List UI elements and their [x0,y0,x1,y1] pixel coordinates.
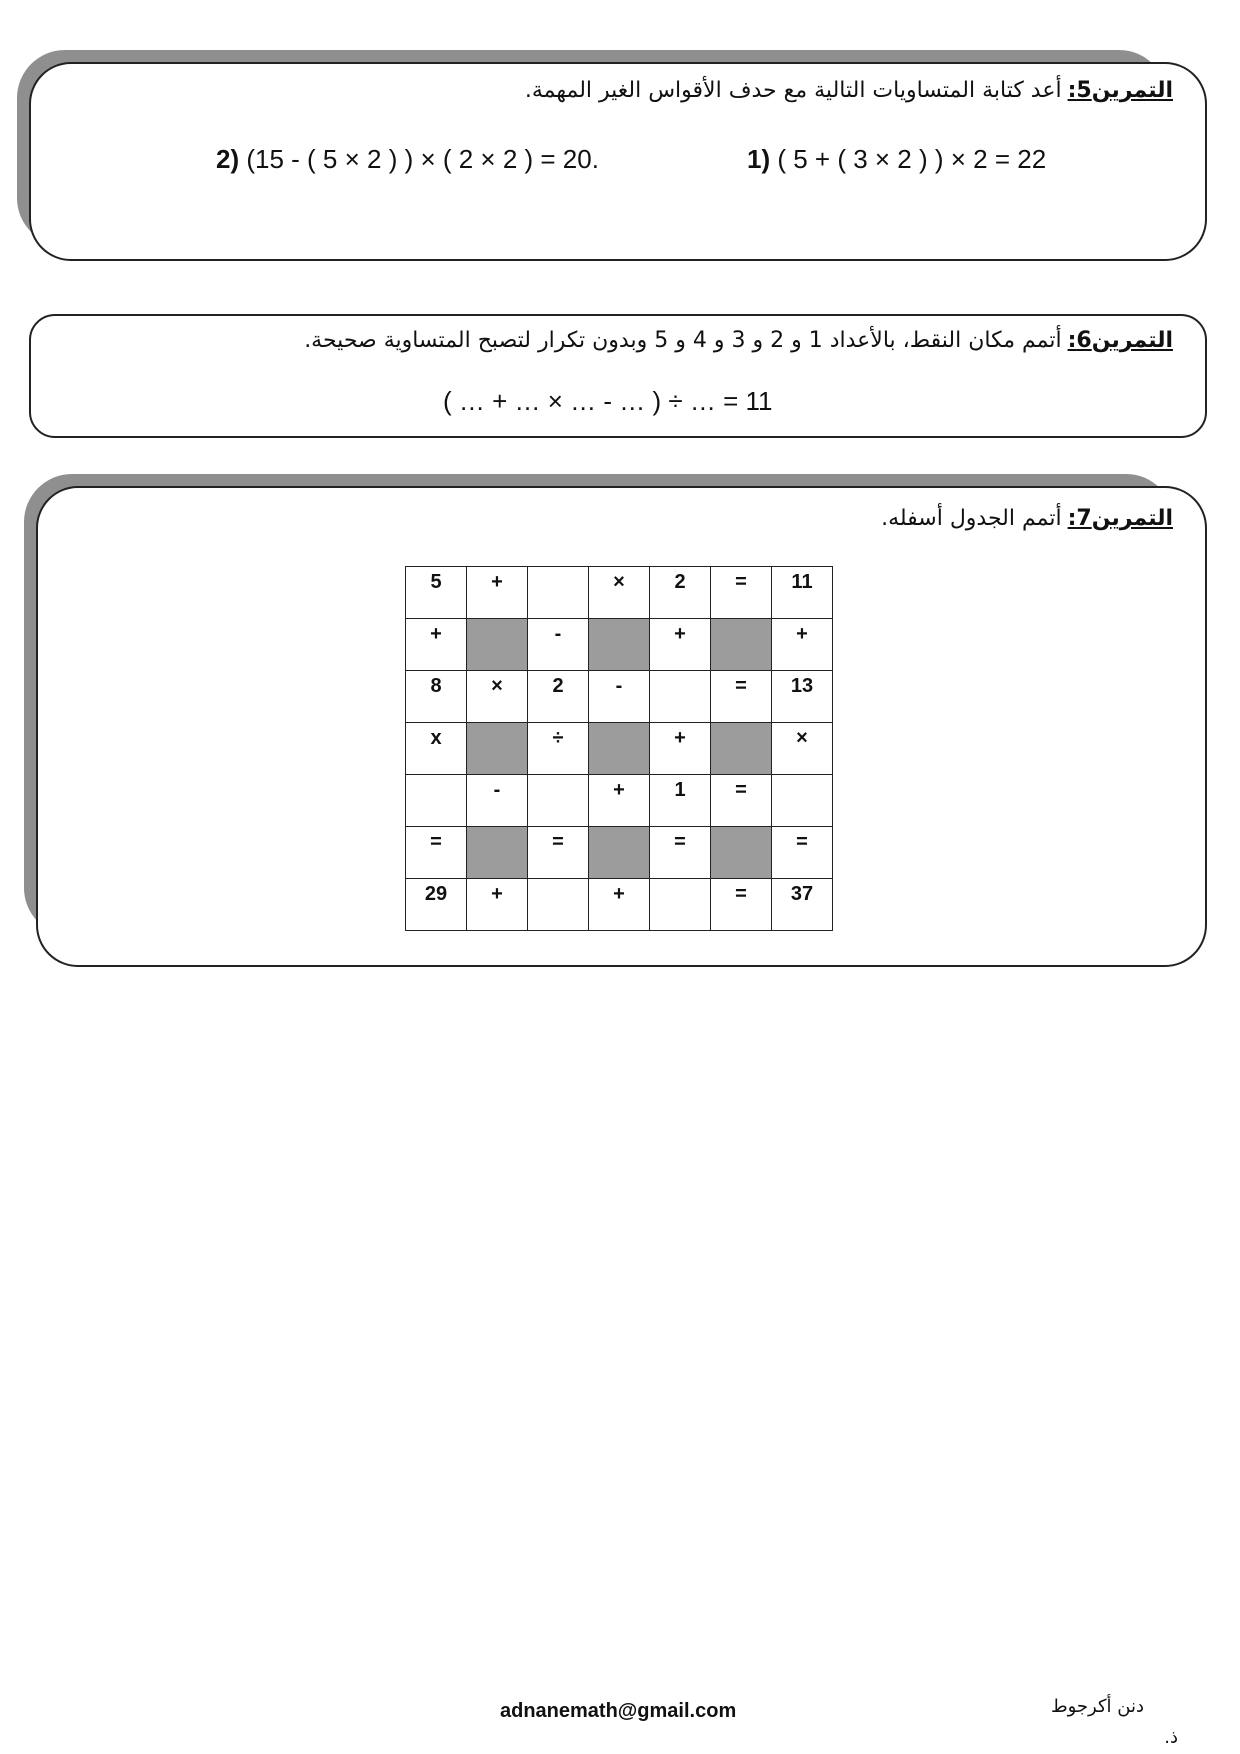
footer-author: دنن أكرجوط [1050,1696,1144,1717]
grid-cell-blank[interactable] [528,879,589,931]
exercise-6-equation: ( … + … × … - … ) ÷ … = 11 [443,386,773,416]
grid-cell: + [467,567,528,619]
grid-cell: × [772,723,833,775]
grid-cell: 8 [406,671,467,723]
grid-cell-shaded [467,723,528,775]
grid-cell-blank[interactable] [650,879,711,931]
equation-2 [216,144,599,175]
exercise-7-instruction: أتمم الجدول أسفله. [881,506,1062,531]
grid-row [406,567,833,619]
exercise-6-box [29,314,1207,438]
grid-cell: = [711,671,772,723]
grid-cell: = [650,827,711,879]
equation-1 [747,144,1046,175]
grid-cell: 37 [772,879,833,931]
grid-cell: + [406,619,467,671]
grid-cell: + [772,619,833,671]
grid-cell-blank[interactable] [406,775,467,827]
exercise-5-instruction: أعد كتابة المتساويات التالية مع حدف الأقواس الغير المهمة. [524,78,1062,103]
grid-cell-shaded [467,619,528,671]
grid-cell: 1 [650,775,711,827]
grid-cell-shaded [711,827,772,879]
grid-cell: + [650,619,711,671]
equation-2-text: (15 - ( 5 × 2 ) ) × ( 2 × 2 ) = 20. [239,144,599,174]
footer-email: adnanemath@gmail.com [500,1700,737,1722]
equation-1-number: 1) [747,144,771,174]
exercise-7-label: التمرين7: [1067,506,1173,531]
grid-cell: x [406,723,467,775]
grid-cell: 2 [650,567,711,619]
grid-row [406,671,833,723]
grid-cell-blank[interactable] [528,775,589,827]
exercise-6-instruction: أتمم مكان النقط، بالأعداد 1 و 2 و 3 و 4 و 5 وبدون تكرار لتصبح المتساوية صحيحة. [304,328,1062,353]
exercise-6-heading [304,328,1173,353]
grid-cell: + [589,879,650,931]
grid-cell: + [589,775,650,827]
footer-title: ذ. [1164,1727,1178,1748]
grid-cell: = [406,827,467,879]
grid-cell-blank[interactable] [650,671,711,723]
grid-cell-shaded [711,723,772,775]
grid-cell: - [528,619,589,671]
grid-cell-shaded [589,827,650,879]
grid-cell-shaded [711,619,772,671]
grid-cell: = [772,827,833,879]
grid-cell: - [589,671,650,723]
grid-row [406,879,833,931]
grid-cell: 11 [772,567,833,619]
grid-cell-blank[interactable] [528,567,589,619]
grid-row [406,827,833,879]
grid-cell-shaded [589,723,650,775]
grid-cell: 29 [406,879,467,931]
grid-cell: = [711,567,772,619]
grid-cell: 13 [772,671,833,723]
equation-2-number: 2) [216,144,240,174]
grid-cell: = [711,879,772,931]
exercise-6-label: التمرين6: [1067,328,1173,353]
grid-cell: × [589,567,650,619]
grid-cell: × [467,671,528,723]
grid-cell: ÷ [528,723,589,775]
grid-cell: + [650,723,711,775]
grid-cell: 2 [528,671,589,723]
exercise-5-label: التمرين5: [1067,78,1173,103]
equation-1-text: ( 5 + ( 3 × 2 ) ) × 2 = 22 [770,144,1047,174]
exercise-7-heading [881,506,1173,531]
grid-cell-blank[interactable] [772,775,833,827]
grid-cell: 5 [406,567,467,619]
exercise-5-box [29,62,1207,261]
exercise-5-heading [525,78,1173,103]
grid-row [406,619,833,671]
grid-cell-shaded [467,827,528,879]
grid-cell: + [467,879,528,931]
number-grid-table [405,566,833,931]
grid-cell-shaded [589,619,650,671]
grid-cell: = [711,775,772,827]
grid-cell: - [467,775,528,827]
grid-row [406,723,833,775]
grid-row [406,775,833,827]
grid-cell: = [528,827,589,879]
